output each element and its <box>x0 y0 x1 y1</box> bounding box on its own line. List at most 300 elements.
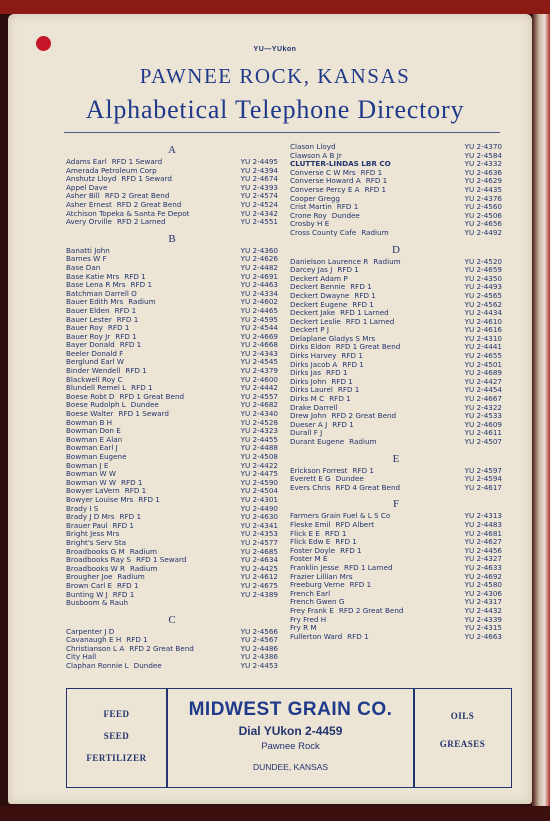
listing-name <box>66 662 162 671</box>
phone-number: YU 2-4386 <box>240 652 278 662</box>
subscriber-name: Bauer Edith Mrs <box>66 297 124 307</box>
listing-name <box>290 484 400 493</box>
subscriber-name: Cooper Gregg <box>290 193 340 203</box>
subscriber-name: Fry Fred H <box>290 614 327 624</box>
subscriber-address: RFD 1 Great Bend <box>335 342 401 352</box>
subscriber-name: Darcey Jas J <box>290 265 333 275</box>
subscriber-name: Danielson Laurence R <box>290 256 369 266</box>
subscriber-name: Deckert Bennie <box>290 282 346 292</box>
subscriber-address: RFD 1 <box>124 271 146 281</box>
advertisement <box>66 688 512 788</box>
subscriber-address: RFD 1 <box>360 167 383 177</box>
subscriber-name: French Gwen G <box>290 597 345 607</box>
phone-number: YU 2-4574 <box>240 191 278 201</box>
subscriber-name: Converse Howard A <box>290 176 361 186</box>
phone-number: YU 2-4441 <box>464 342 502 352</box>
subscriber-name: Farmers Grain Fuel & L S Co <box>290 511 391 521</box>
subscriber-name: Binder Wendell <box>66 366 121 376</box>
phone-number: YU 2-4394 <box>240 165 278 175</box>
subscriber-address: Dundee <box>130 400 159 410</box>
subscriber-address: RFD 2 Great Bend <box>338 605 404 615</box>
subscriber-name: Atchison Topeka & Santa Fe Depot <box>66 208 190 218</box>
subscriber-address: RFD 1 <box>131 383 153 393</box>
subscriber-name: Dirks Jacob A <box>290 359 338 369</box>
subscriber-name: Cavanaugh E H <box>66 635 122 645</box>
town-heading: PAWNEE ROCK, KANSAS <box>139 64 411 88</box>
phone-number: YU 2-4427 <box>464 376 502 386</box>
subscriber-address: RFD 1 Seward <box>121 174 172 184</box>
phone-number: YU 2-4339 <box>464 614 502 624</box>
phone-number: YU 2-4668 <box>240 340 278 350</box>
subscriber-name: Berglund Earl W <box>66 357 124 367</box>
subscriber-name: Dirks Laurel <box>290 385 333 395</box>
subscriber-address: RFD 1 <box>354 290 376 300</box>
subscriber-name: Brauer Paul <box>66 520 108 530</box>
subscriber-name: Boese Walter <box>66 409 114 419</box>
subscriber-name: Bauer Roy <box>66 323 103 333</box>
phone-number: YU 2-4486 <box>240 643 278 653</box>
subscriber-name: Flick E E <box>290 528 320 538</box>
subscriber-address: Dundee <box>331 210 360 220</box>
subscriber-name: Delaplane Gladys S Mrs <box>290 333 376 343</box>
phone-number: YU 2-4334 <box>240 288 278 298</box>
subscriber-name: Dueser A J <box>290 419 328 429</box>
phone-number: YU 2-4609 <box>464 419 502 429</box>
ad-left-item: SEED <box>103 731 130 741</box>
phone-number: YU 2-4353 <box>240 529 278 539</box>
subscriber-name: Drake Darrell <box>290 402 338 412</box>
phone-number: YU 2-4490 <box>240 503 278 513</box>
phone-number: YU 2-4456 <box>464 545 502 555</box>
phone-number: YU 2-4332 <box>464 159 502 169</box>
subscriber-name: Bowman Eugene <box>66 452 127 461</box>
phone-number: YU 2-4322 <box>464 402 502 412</box>
bottom-edge <box>0 806 550 821</box>
subscriber-name: Cross County Cafe <box>290 227 357 237</box>
subscriber-name: Drew John <box>290 411 327 421</box>
subscriber-address: RFD 2 Larned <box>116 217 166 227</box>
subscriber-name: Avery Orville <box>66 217 112 227</box>
subscriber-name: Bowman Earl J <box>66 443 118 453</box>
phone-number: YU 2-4465 <box>240 305 278 315</box>
subscriber-name: Deckert Jake <box>290 308 336 318</box>
subscriber-name: Crone Roy <box>290 210 327 220</box>
phone-number: YU 2-4528 <box>240 417 278 427</box>
subscriber-name: Adams Earl <box>66 157 107 166</box>
directory-title: Alphabetical Telephone Directory <box>85 95 465 124</box>
subscriber-address: RFD 1 <box>364 184 387 194</box>
subscriber-address: RFD 1 Seward <box>118 409 169 419</box>
phone-number: YU 2-4340 <box>240 409 278 419</box>
subscriber-address: RFD 1 Larned <box>340 308 389 318</box>
listing-row <box>290 438 502 447</box>
phone-number: YU 2-4562 <box>464 299 502 309</box>
subscriber-address: Dundee <box>133 661 162 671</box>
subscriber-address: RFD 1 Seward <box>111 157 163 166</box>
subscriber-name: Bowman J E <box>66 460 109 470</box>
phone-number: YU 2-4389 <box>240 589 278 599</box>
listing-row <box>66 662 278 671</box>
subscriber-name: Foster Doyle <box>290 545 336 555</box>
subscriber-name: Batchman Darrell O <box>66 288 137 298</box>
subscriber-name: Converse Percy E A <box>290 184 360 194</box>
subscriber-name: Dirks Jas <box>290 368 321 378</box>
phone-number: YU 2-4313 <box>464 511 502 521</box>
phone-number: YU 2-4669 <box>240 331 278 341</box>
phone-number: YU 2-4655 <box>464 351 502 361</box>
subscriber-address: RFD 1 <box>337 385 360 395</box>
listing-name <box>290 633 369 642</box>
title-rule <box>64 132 500 133</box>
subscriber-name: Fry R M <box>290 623 317 633</box>
listing-row <box>290 633 502 642</box>
subscriber-name: Bowyer LaVern <box>66 486 120 496</box>
subscriber-name: Fullerton Ward <box>290 631 343 641</box>
subscriber-address: RFD 1 <box>116 314 139 324</box>
ad-divider <box>413 689 415 787</box>
subscriber-address: RFD 1 <box>117 580 139 590</box>
phone-number: YU 2-4506 <box>464 210 502 220</box>
phone-number: YU 2-4315 <box>464 623 502 633</box>
phone-number: YU 2-4432 <box>464 605 502 615</box>
phone-number: YU 2-4580 <box>464 580 502 590</box>
subscriber-address: RFD 1 <box>341 351 363 361</box>
phone-number: YU 2-4597 <box>464 465 502 475</box>
subscriber-name: Evers Chris <box>290 482 331 492</box>
subscriber-name: Bayer Donald <box>66 340 115 350</box>
subscriber-address: Radium <box>349 437 377 446</box>
phone-number: YU 2-4533 <box>464 411 502 421</box>
listing-name <box>290 438 377 447</box>
subscriber-name: Bauer Lester <box>66 314 112 324</box>
phone-number: YU 2-4689 <box>464 368 502 378</box>
section-letter: A <box>168 144 176 156</box>
ad-right-item: OILS <box>450 711 475 721</box>
top-edge <box>0 0 550 14</box>
phone-number: YU 2-4634 <box>240 555 278 565</box>
subscriber-name: Brady J D Mrs <box>66 512 115 522</box>
subscriber-name: Crist Martin <box>290 202 332 212</box>
subscriber-name: Durall F J <box>290 428 323 438</box>
subscriber-name: Base Dan <box>66 262 101 272</box>
phone-number: YU 2-4682 <box>240 400 278 410</box>
phone-number: YU 2-4566 <box>240 626 278 636</box>
subscriber-name: Deckert Leslie <box>290 316 341 326</box>
subscriber-name: Bright's Serv Sta <box>66 537 127 547</box>
subscriber-address: RFD 4 Great Bend <box>335 482 401 492</box>
phone-number: YU 2-4627 <box>464 537 502 547</box>
phone-number: YU 2-4434 <box>464 308 502 318</box>
subscriber-name: Clason Lloyd <box>290 142 336 151</box>
phone-number: YU 2-4463 <box>240 280 278 290</box>
subscriber-name: Clawson A B Jr <box>290 150 342 160</box>
phone-number: YU 2-4310 <box>464 333 502 343</box>
phone-number: YU 2-4435 <box>464 184 502 194</box>
subscriber-address: RFD 1 Larned <box>343 562 393 572</box>
section-letter: B <box>168 232 176 245</box>
subscriber-name: Bowyer Louise Mrs <box>66 494 134 504</box>
subscriber-address: RFD Albert <box>335 519 375 529</box>
subscriber-address: RFD 1 <box>125 366 147 376</box>
subscriber-name: Broadbooks W R <box>66 563 126 573</box>
subscriber-address: RFD 1 <box>350 282 372 292</box>
left-column <box>66 142 278 671</box>
listing-name <box>66 599 128 608</box>
subscriber-address: RFD 1 <box>124 486 147 496</box>
subscriber-name: Boese Robt D <box>66 391 115 401</box>
section-letter: C <box>168 613 176 626</box>
phone-number: YU 2-4674 <box>240 174 278 184</box>
phone-number: YU 2-4667 <box>464 394 502 404</box>
phone-number: YU 2-4557 <box>240 391 278 401</box>
subscriber-name: Broadbooks G M <box>66 546 125 556</box>
phone-number: YU 2-4495 <box>240 157 278 166</box>
subscriber-name: Everett E G <box>290 474 331 484</box>
listing-row <box>66 599 278 608</box>
subscriber-name: Flick Edw E <box>290 537 331 547</box>
listing-name <box>66 218 166 227</box>
subscriber-address: Radium <box>130 563 158 573</box>
subscriber-name: Frazier Lillian Mrs <box>290 571 353 581</box>
phone-number: YU 2-4630 <box>240 512 278 522</box>
subscriber-name: Boese Rudolph L <box>66 400 126 410</box>
subscriber-name: Deckert Eugene <box>290 299 348 309</box>
subscriber-name: Fleske Emil <box>290 519 331 529</box>
phone-number: YU 2-4453 <box>240 661 278 671</box>
phone-number: YU 2-4524 <box>240 199 278 209</box>
subscriber-name: Deckert Dwayne <box>290 290 350 300</box>
subscriber-name: Barnes W F <box>66 254 107 264</box>
subscriber-address: RFD 1 <box>324 528 347 538</box>
phone-number: YU 2-4442 <box>240 383 278 393</box>
phone-number: YU 2-4475 <box>240 469 278 479</box>
phone-number: YU 2-4492 <box>464 227 502 237</box>
phone-number: YU 2-4600 <box>240 374 278 384</box>
listing-name <box>290 229 389 238</box>
subscriber-name: Carpenter J D <box>66 626 115 636</box>
subscriber-name: Brougher Joe <box>66 572 113 582</box>
ad-town: Pawnee Rock <box>261 741 320 752</box>
subscriber-address: Radium <box>128 297 156 307</box>
subscriber-address: RFD 2 Great Bend <box>116 199 182 209</box>
subscriber-name: Dirks Harvey <box>290 351 337 361</box>
phone-number: YU 2-4656 <box>464 219 502 229</box>
subscriber-name: Converse C W Mrs <box>290 167 356 177</box>
phone-number: YU 2-4565 <box>464 290 502 300</box>
subscriber-address: RFD 1 <box>138 494 160 504</box>
subscriber-address: RFD 1 <box>337 265 359 275</box>
subscriber-address: RFD 1 <box>352 465 375 475</box>
subscriber-address: RFD 2 Great Bend <box>104 191 170 201</box>
subscriber-name: Brady I S <box>66 503 99 513</box>
phone-number: YU 2-4425 <box>240 563 278 573</box>
phone-number: YU 2-4590 <box>240 477 278 487</box>
subscriber-name: Blackwell Roy C <box>66 374 123 384</box>
phone-number: YU 2-4508 <box>240 452 278 461</box>
right-column <box>290 143 502 641</box>
phone-number: YU 2-4584 <box>464 150 502 160</box>
phone-number: YU 2-4544 <box>240 323 278 333</box>
subscriber-name: Bauer Elden <box>66 305 110 315</box>
subscriber-address: RFD 1 <box>325 368 348 378</box>
subscriber-name: Claphan Ronnie L <box>66 661 129 671</box>
subscriber-name: Bright Jess Mrs <box>66 529 120 539</box>
phone-number: YU 2-4327 <box>464 554 502 564</box>
ad-city: DUNDEE, KANSAS <box>252 762 329 772</box>
subscriber-address: RFD 1 <box>115 331 137 341</box>
phone-number: YU 2-4306 <box>464 588 502 598</box>
subscriber-address: RFD 1 <box>365 176 388 186</box>
phone-number: YU 2-4482 <box>240 262 278 272</box>
ad-left-item: FERTILIZER <box>86 753 147 763</box>
subscriber-name: Bauer Roy Jr <box>66 331 111 341</box>
subscriber-address: RFD 1 <box>114 305 137 315</box>
subscriber-name: Crosby H E <box>290 219 330 229</box>
subscriber-address: RFD 1 <box>126 635 148 645</box>
subscriber-name: Brown Carl E <box>66 580 113 590</box>
subscriber-name: Bowman W W <box>66 469 116 479</box>
subscriber-address: Radium <box>117 572 145 582</box>
subscriber-address: RFD 1 Seward <box>135 555 187 565</box>
phone-number: YU 2-4616 <box>464 325 502 335</box>
exchange-label: YU—YUkon <box>253 46 297 53</box>
phone-number: YU 2-4507 <box>464 437 502 446</box>
subscriber-address: RFD 1 <box>340 545 362 555</box>
phone-number: YU 2-4520 <box>464 256 502 266</box>
phone-number: YU 2-4602 <box>240 297 278 307</box>
phone-number: YU 2-4483 <box>464 519 502 529</box>
subscriber-name: Bunting W J <box>66 589 108 599</box>
subscriber-name: Anshutz Lloyd <box>66 174 117 184</box>
phone-number: YU 2-4317 <box>464 597 502 607</box>
subscriber-name: Erickson Forrest <box>290 465 348 475</box>
subscriber-address: RFD 1 Larned <box>345 316 395 326</box>
phone-number: YU 2-4595 <box>240 314 278 324</box>
subscriber-address: RFD 2 Great Bend <box>331 411 397 421</box>
subscriber-name: Foster M E <box>290 554 328 564</box>
subscriber-name: Bowman W W <box>66 477 116 487</box>
phone-number: YU 2-4636 <box>464 167 502 177</box>
phone-number: YU 2-4370 <box>464 142 502 151</box>
subscriber-address: Radium <box>129 546 158 556</box>
subscriber-name: Asher Bill <box>66 191 100 201</box>
subscriber-address: RFD 1 <box>332 419 354 429</box>
phone-number: YU 2-4342 <box>240 208 278 218</box>
phone-number: YU 2-4612 <box>240 572 278 582</box>
phone-number: YU 2-4560 <box>464 202 502 212</box>
subscriber-name: Base Lena R Mrs <box>66 280 126 290</box>
subscriber-name: French Earl <box>290 588 331 598</box>
subscriber-address: RFD 1 <box>112 589 135 599</box>
subscriber-address: RFD 1 <box>352 299 374 309</box>
phone-number: YU 2-4376 <box>464 193 502 203</box>
phone-number: YU 2-4629 <box>464 176 502 186</box>
subscriber-name: Asher Ernest <box>66 199 112 209</box>
phone-number: YU 2-4626 <box>240 254 278 264</box>
subscriber-address: RFD 1 <box>119 512 142 522</box>
phone-number: YU 2-4545 <box>240 357 278 367</box>
subscriber-name: Bowman B H <box>66 417 113 427</box>
phone-number: YU 2-4691 <box>240 271 278 281</box>
subscriber-name: Bowman E Alan <box>66 434 123 444</box>
subscriber-name: Base Katie Mrs <box>66 271 120 281</box>
subscriber-name: Blundell Remel L <box>66 383 127 393</box>
subscriber-name: Appel Dave <box>66 182 108 192</box>
phone-number: YU 2-4341 <box>240 520 278 530</box>
subscriber-name: CLUTTER-LINDAS LBR CO <box>290 159 391 169</box>
subscriber-address: RFD 1 <box>130 280 153 290</box>
phone-number: YU 2-4350 <box>464 273 502 283</box>
section-letter: D <box>392 243 400 256</box>
subscriber-address: RFD 1 <box>331 376 353 386</box>
ad-dial: Dial YUkon 2-4459 <box>238 724 343 738</box>
section-letter: E <box>392 452 400 465</box>
listing-row <box>290 484 502 493</box>
phone-number: YU 2-4504 <box>240 486 278 496</box>
phone-number: YU 2-4685 <box>240 546 278 556</box>
phone-number: YU 2-4577 <box>240 537 278 547</box>
phone-number: YU 2-4422 <box>240 460 278 470</box>
ad-brand: MIDWEST GRAIN CO. <box>188 699 393 720</box>
subscriber-address: Radium <box>373 256 401 266</box>
subscriber-name: Frey Frank E <box>290 605 334 615</box>
subscriber-name: Amerada Petroleum Corp <box>66 165 157 175</box>
phone-number: YU 2-4323 <box>240 426 278 436</box>
subscriber-name: Banatti John <box>66 245 110 255</box>
phone-number: YU 2-4501 <box>464 359 502 369</box>
phone-number: YU 2-4360 <box>240 245 278 255</box>
subscriber-name: Dirks John <box>290 376 327 386</box>
phone-number: YU 2-4675 <box>240 580 278 590</box>
subscriber-address: RFD 1 <box>107 323 130 333</box>
subscriber-address: RFD 1 <box>336 202 359 212</box>
phone-number: YU 2-4633 <box>464 562 502 572</box>
page-edge-right <box>532 14 550 821</box>
section-letter: F <box>392 498 400 511</box>
phone-number: YU 2-4567 <box>240 635 278 645</box>
subscriber-name: Dirks Eldon <box>290 342 331 352</box>
phone-number: YU 2-4551 <box>240 217 278 227</box>
phone-number: YU 2-4393 <box>240 182 278 192</box>
phone-number: YU 2-4454 <box>464 385 502 395</box>
subscriber-address: Dundee <box>335 474 364 484</box>
phone-number: YU 2-4488 <box>240 443 278 453</box>
subscriber-address: RFD 1 <box>329 394 351 404</box>
subscriber-name: Dirks M C <box>290 394 325 404</box>
subscriber-address: RFD 1 Great Bend <box>119 391 185 401</box>
subscriber-name: City Hall <box>66 652 97 662</box>
phone-number: YU 2-4659 <box>464 265 502 275</box>
subscriber-address: RFD 2 Great Bend <box>129 643 194 653</box>
phone-number: YU 2-4493 <box>464 282 502 292</box>
ad-left-item: FEED <box>103 709 130 719</box>
subscriber-name: Busboom & Rauh <box>66 598 129 608</box>
subscriber-name: Franklin Jesse <box>290 562 339 572</box>
phone-number: YU 2-4681 <box>464 528 502 538</box>
subscriber-address: RFD 1 <box>120 477 143 487</box>
phone-number: YU 2-4663 <box>464 631 502 641</box>
subscriber-name: Deckert P J <box>290 325 330 335</box>
subscriber-name: Broadbooks Ray S <box>66 555 131 565</box>
subscriber-name: Durant Eugene <box>290 437 345 446</box>
listing-row <box>66 218 278 227</box>
phone-number: YU 2-4610 <box>464 316 502 326</box>
listing-row <box>290 229 502 238</box>
phone-number: YU 2-4455 <box>240 434 278 444</box>
ad-right-item: GREASES <box>439 739 486 749</box>
phone-number: YU 2-4301 <box>240 494 278 504</box>
phone-number: YU 2-4379 <box>240 366 278 376</box>
